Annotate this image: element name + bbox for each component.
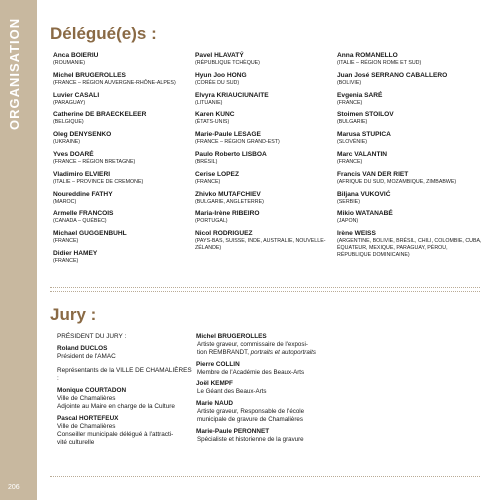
delegue-entry [53, 210, 188, 225]
jury-member-description: Artiste graveur, commissaire de l'exposi- [197, 341, 308, 348]
president-role: Président de l'AMAC [57, 353, 116, 360]
delegues-column-1 [53, 52, 188, 270]
delegue-name: Oleg DENYSENKO [53, 131, 112, 139]
delegue-country: (FRANCE – RÉGION BRETAGNE) [53, 158, 136, 165]
delegue-country: (FRANCE) [337, 158, 363, 165]
jury-member [196, 428, 376, 444]
delegue-name: Anca BOIERIU [53, 52, 99, 59]
delegue-entry [337, 171, 482, 186]
delegue-country: (FRANCE) [337, 99, 363, 106]
delegue-country: (PARAGUAY) [53, 99, 86, 106]
delegue-name: Francis VAN DER RIET [337, 170, 409, 178]
president-name: Roland DUCLOS [57, 345, 108, 352]
delegue-country: (AFRIQUE DU SUD, MOZAMBIQUE, ZIMBABWE) [337, 178, 457, 185]
delegue-entry [195, 191, 335, 206]
delegue-entry [337, 92, 482, 107]
delegue-name: Michel BRUGEROLLES [53, 71, 126, 79]
delegue-name: Marie-Paule LESAGE [195, 131, 261, 139]
sidebar [0, 0, 37, 500]
delegue-entry [337, 111, 482, 126]
delegue-country: (JAPON) [337, 218, 359, 225]
representant-role: Adjointe au Maire en charge de la Culture [57, 403, 175, 410]
jury-member [196, 361, 376, 377]
jury-heading: Jury : [50, 305, 97, 324]
delegue-entry [195, 230, 335, 252]
jury-member-name: Marie-Paule PERONNET [196, 427, 270, 435]
delegue-name: Pavel HLAVATÝ [195, 52, 244, 59]
divider [50, 291, 480, 292]
delegue-name: Didier HAMEY [53, 249, 98, 257]
delegue-name: Catherine DE BRAECKELEER [53, 111, 147, 119]
jury-member-name: Pierre COLLIN [196, 360, 240, 368]
jury-member-description: tion REMBRANDT, portraits et autoportraits [197, 348, 316, 356]
delegue-country: (PAYS-BAS, SUISSE, INDE, AUSTRALIE, NOUVELLE-ZÉLANDE) [195, 238, 326, 251]
delegue-entry [337, 131, 482, 146]
jury-column-left [57, 333, 192, 451]
delegue-entry [337, 151, 482, 166]
jury-member-description: Le Géant des Beaux-Arts [197, 388, 267, 396]
delegue-country: (ARGENTINE, BOLIVIE, BRÉSIL, CHILI, COLOMBIE, CUBA, ÉQUATEUR, MEXIQUE, PARAGUAY, PÉROU, RÉPUBLIQUE DOMINICAINE) [337, 238, 482, 258]
delegue-entry [53, 92, 188, 107]
delegue-name: Nicol RODRIGUEZ [195, 230, 253, 238]
representant-entry [57, 387, 192, 411]
delegues-column-3 [337, 52, 482, 264]
delegue-name: Evgenia SARÉ [337, 91, 383, 99]
delegue-entry [337, 72, 482, 87]
representant-role: Conseiller municipale délégué à l'attracti- [57, 431, 174, 438]
delegue-entry [195, 92, 335, 107]
delegue-name: Vladimiro ELVIERI [53, 170, 111, 178]
delegue-name: Hyun Joo HONG [195, 71, 247, 79]
delegue-country: (BULGARIE, ANGLETERRE) [195, 198, 264, 205]
delegue-name: Karen KUNC [195, 111, 235, 119]
delegue-name: Maria-Irène RIBEIRO [195, 210, 260, 218]
delegue-entry [53, 52, 188, 67]
delegue-name: Biljana VUKOVIĆ [337, 190, 391, 198]
delegue-name: Zhivko MUTAFCHIEV [195, 190, 261, 198]
delegue-entry [195, 72, 335, 87]
jury-member-name: Michel BRUGEROLLES [196, 333, 267, 340]
divider [50, 476, 480, 477]
delegue-country: (CANADA – QUÉBEC) [53, 218, 107, 225]
representants-list [57, 387, 192, 447]
president-heading: PRÉSIDENT DU JURY : [57, 333, 127, 340]
delegue-country: (UKRAINE) [53, 139, 81, 146]
delegue-entry [337, 52, 482, 67]
delegue-country: (BELGIQUE) [53, 119, 84, 126]
delegue-entry [53, 72, 188, 87]
jury-column-right [196, 333, 376, 448]
delegue-name: Armelle FRANCOIS [53, 210, 114, 218]
jury-member-name: Joël KEMPF [196, 380, 233, 388]
representant-entry [57, 415, 192, 447]
delegue-country: (ÉTATS-UNIS) [195, 119, 230, 126]
jury-member-name: Marie NAUD [196, 400, 233, 408]
delegue-entry [53, 111, 188, 126]
delegue-country: (BULGARIE) [337, 119, 368, 126]
delegue-country: (FRANCE – RÉGION GRAND-EST) [195, 139, 280, 146]
delegues-heading: Délégué(e)s : [50, 24, 157, 43]
delegue-name: Marc VALANTIN [337, 150, 388, 158]
jury-member-description: Artiste graveur, Responsable de l'école [197, 408, 305, 416]
representants-heading: Représentants de la VILLE DE CHAMALIÈRES : [57, 367, 192, 382]
delegue-country: (SERBIE) [337, 198, 360, 205]
delegue-entry [337, 191, 482, 206]
delegue-country: (MAROC) [53, 198, 77, 205]
delegue-name: Juan José SERRANO CABALLERO [337, 71, 448, 79]
delegue-country: (FRANCE) [53, 238, 79, 245]
jury-member [196, 400, 376, 424]
delegue-country: (PORTUGAL) [195, 218, 228, 225]
delegue-country: (FRANCE) [195, 178, 221, 185]
delegue-entry [195, 52, 335, 67]
delegue-country: (ROUMANIE) [53, 60, 86, 66]
delegue-name: Mikio WATANABÉ [337, 210, 393, 218]
delegue-entry [53, 191, 188, 206]
delegue-entry [53, 171, 188, 186]
delegue-name: Noureddine FATHY [53, 190, 113, 198]
delegue-name: Yves DOARÉ [53, 150, 94, 158]
representant-role: Ville de Chamalières [57, 395, 116, 402]
delegue-entry [195, 111, 335, 126]
delegue-country: (RÉPUBLIQUE TCHÈQUE) [195, 60, 260, 66]
delegue-name: Marusa STUPICA [337, 131, 391, 139]
sidebar-label: ORGANISATION [7, 18, 22, 131]
jury-member-description: Membre de l'Académie des Beaux-Arts [197, 368, 305, 376]
representant-name: Monique COURTADON [57, 387, 127, 394]
delegue-country: (ITALIE – RÉGION ROME ET SUD) [337, 60, 422, 66]
delegue-country: (FRANCE) [53, 257, 79, 264]
delegue-entry [53, 131, 188, 146]
delegue-name: Elvyra KRIAUCIUNAITE [195, 91, 269, 99]
page-number: 206 [8, 484, 20, 491]
delegue-country: (LITUANIE) [195, 99, 223, 106]
delegue-name: Paulo Roberto LISBOA [195, 150, 267, 158]
jury-member-description: municipale de gravure de Chamalières [197, 415, 303, 423]
delegue-name: Cerise LOPEZ [195, 170, 239, 178]
delegue-country: (FRANCE – RÉGION AUVERGNE-RHÔNE-ALPES) [53, 79, 176, 86]
delegues-column-2 [195, 52, 335, 257]
divider [50, 287, 480, 288]
delegue-entry [195, 131, 335, 146]
jury-member [196, 333, 376, 357]
delegue-country: (ITALIE – PROVINCE DE CREMONE) [53, 178, 144, 185]
delegue-entry [53, 250, 188, 265]
delegue-entry [337, 230, 482, 258]
delegue-entry [195, 171, 335, 186]
delegue-entry [195, 210, 335, 225]
representant-role: vité culturelle [57, 439, 95, 446]
delegue-country: (CORÉE DU SUD) [195, 79, 240, 86]
delegue-name: Irène WEISS [337, 230, 376, 238]
delegue-name: Luvier CASALI [53, 91, 100, 99]
delegue-country: (BOLIVIE) [337, 79, 362, 86]
representant-name: Pascal HORTEFEUX [57, 415, 119, 422]
delegue-entry [337, 210, 482, 225]
jury-member-description: Spécialiste et historienne de la gravure [197, 435, 304, 443]
delegue-entry [195, 151, 335, 166]
delegue-country: (SLOVÉNIE) [337, 139, 368, 146]
delegue-country: (BRÉSIL) [195, 158, 218, 165]
delegue-name: Anna ROMANELLO [337, 52, 398, 59]
representant-role: Ville de Chamalières [57, 423, 116, 430]
delegue-name: Stoimen STOILOV [337, 111, 394, 119]
delegue-entry [53, 230, 188, 245]
delegue-name: Michael GUGGENBUHL [53, 230, 127, 238]
delegue-entry [53, 151, 188, 166]
jury-member [196, 380, 376, 396]
